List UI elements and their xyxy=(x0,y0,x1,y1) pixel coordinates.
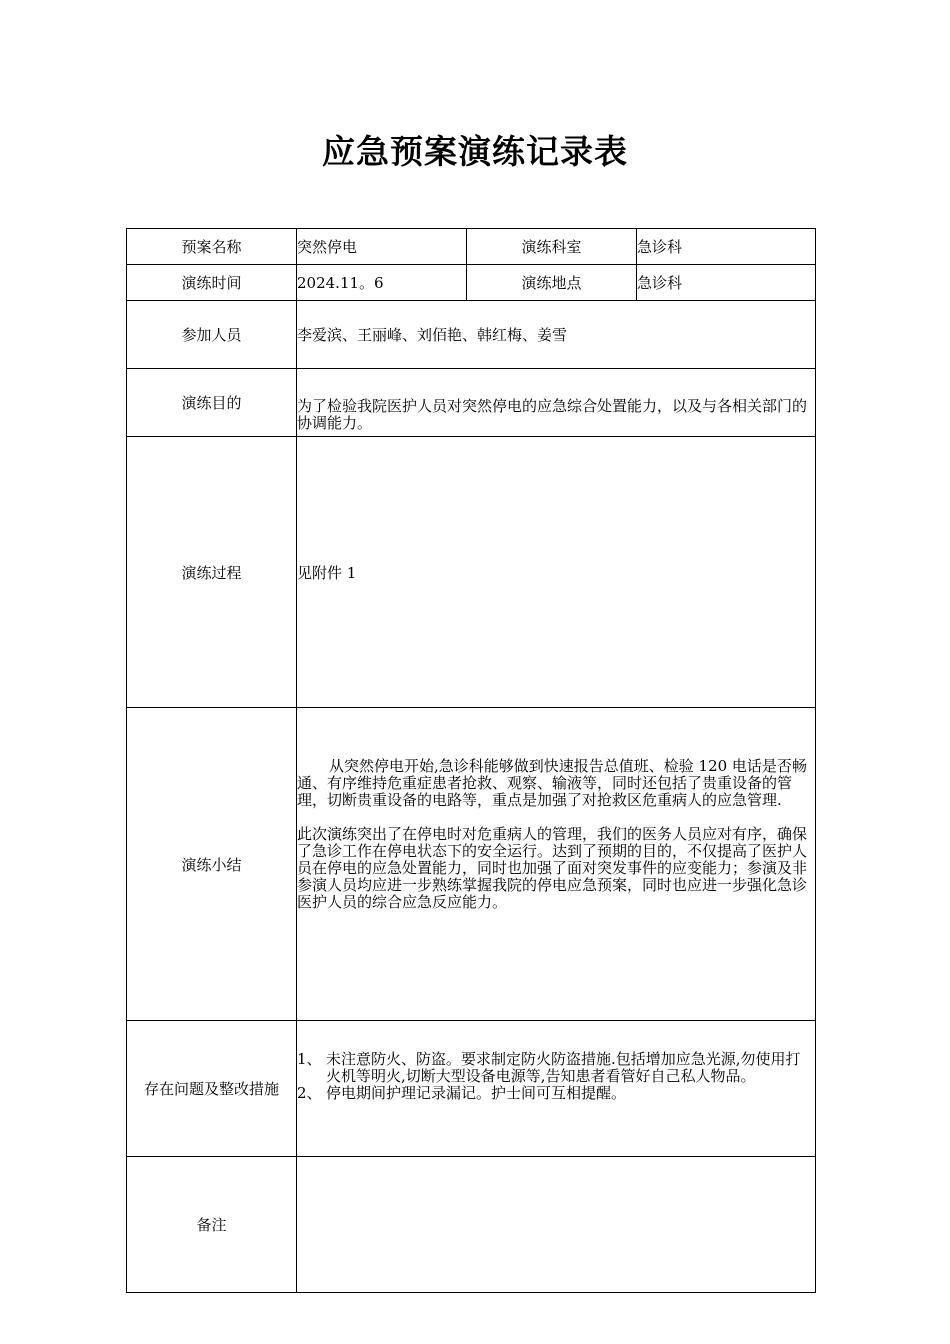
remarks-label: 备注 xyxy=(127,1157,297,1293)
row-plan-name xyxy=(127,229,816,265)
process-label: 演练过程 xyxy=(127,437,297,708)
issue-item xyxy=(297,1051,815,1085)
issue-text: 未注意防火、防盗。要求制定防火防盗措施.包括增加应急光源,勿使用打火机等明火,切断大型设备电源等,告知患者看管好自己私人物品。 xyxy=(326,1050,801,1085)
row-remarks xyxy=(127,1157,816,1293)
location-label: 演练地点 xyxy=(467,265,637,301)
department-label: 演练科室 xyxy=(467,229,637,265)
process-value: 见附件 1 xyxy=(297,437,816,708)
summary-label: 演练小结 xyxy=(127,708,297,1021)
time-value: 2024.11。6 xyxy=(297,265,467,301)
drill-record-table xyxy=(126,228,816,1293)
participants-value: 李爱滨、王丽峰、刘佰艳、韩红梅、姜雪 xyxy=(297,301,816,369)
page-title: 应急预案演练记录表 xyxy=(322,132,628,171)
row-summary xyxy=(127,708,816,1021)
location-value: 急诊科 xyxy=(637,265,816,301)
row-issues xyxy=(127,1021,816,1157)
plan-name-value: 突然停电 xyxy=(297,229,467,265)
row-time xyxy=(127,265,816,301)
remarks-value xyxy=(297,1157,816,1293)
issue-number: 1、 xyxy=(297,1050,322,1068)
issue-item xyxy=(297,1085,815,1102)
summary-paragraph-1: 从突然停电开始,急诊科能够做到快速报告总值班、检验 120 电话是否畅通、有序维持危重症患者抢救、观察、输液等，同时还包括了贵重设备的管理，切断贵重设备的电路等，重点是加强了对抢救区危重病人的应急管理. xyxy=(297,757,807,809)
issues-label: 存在问题及整改措施 xyxy=(127,1021,297,1157)
issue-number: 2、 xyxy=(297,1084,322,1102)
purpose-cell xyxy=(297,369,816,437)
purpose-label: 演练目的 xyxy=(127,369,297,437)
plan-name-label: 预案名称 xyxy=(127,229,297,265)
issues-cell xyxy=(297,1021,816,1157)
issue-text: 停电期间护理记录漏记。护士间可互相提醒。 xyxy=(326,1084,627,1102)
issues-list xyxy=(297,1021,815,1102)
row-process xyxy=(127,437,816,708)
row-participants xyxy=(127,301,816,369)
participants-label: 参加人员 xyxy=(127,301,297,369)
department-value: 急诊科 xyxy=(637,229,816,265)
summary-paragraph-2: 此次演练突出了在停电时对危重病人的管理，我们的医务人员应对有序，确保了急诊工作在停电状态下的安全运行。达到了预期的目的，不仅提高了医护人员在停电的应急处置能力，同时也加强了面对突发事件的应变能力；参演及非参演人员均应进一步熟练掌握我院的停电应急预案，同时也应进一步强化急诊医护人员的综合应急反应能力。 xyxy=(297,825,808,911)
time-label: 演练时间 xyxy=(127,265,297,301)
summary-cell xyxy=(297,708,816,1021)
purpose-text: 为了检验我院医护人员对突然停电的应急综合处置能力，以及与各相关部门的协调能力。 xyxy=(297,397,808,432)
row-purpose xyxy=(127,369,816,437)
